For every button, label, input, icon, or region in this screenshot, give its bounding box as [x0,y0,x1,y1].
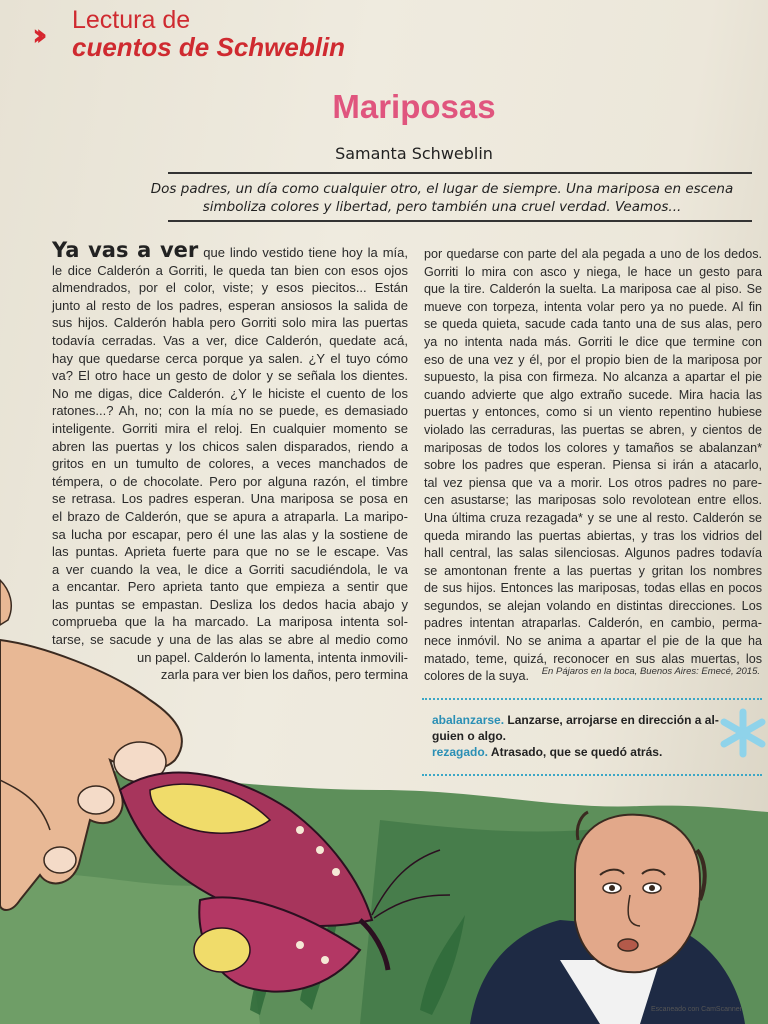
story-line: Ya vas a ver que lindo vestido tiene hoy la mía, [52,238,409,262]
section-header-line1: Lectura de [72,6,191,34]
story-line: témpera, o de chocolate. Pero por alguna razón, el timbre [52,473,408,489]
story-line: cuando advierte que algo extraño sucede. Mira hacia las [424,387,762,402]
story-line: junto al resto de los padres, esperan ansiosos la salida de [52,297,408,313]
story-line: inteligente. Gorriti mira el reloj. En cualquier momento se [52,420,408,436]
glossary-bottom-border [422,774,762,776]
story-line: nece inmóvil. No se anima a apartar el pie de la que ha [424,634,762,649]
story-line: sa lucha por escapar, pero él une las alas y la sostiene de [52,526,408,542]
story-line: va? El otro hace un gesto de dolor y se señala los dientes. [52,368,408,384]
story-line: gritos en un tumulto de colores, a veces manchados de [52,456,408,472]
story-line: puertas y entonces, como si un viento repentino hubiese [424,405,762,420]
story-line: abren las puertas y los chicos salen disparados, riendo a [52,438,408,454]
story-line: las puntas se empastan. Desliza los dedos hacia abajo y [52,596,408,612]
glossary-entry [432,728,722,744]
story-line: las puntas. Aprieta fuerte para que no se le escape. Vas [52,544,408,560]
story-summary [150,180,734,216]
story-line: mueve con torpeza, intenta volar pero ya no puede. Al fin [424,299,762,314]
story-line: zarla para ver bien los daños, pero termina [160,667,408,683]
story-line: tal vez piensa que va a morir. Los otros padres no pare- [424,475,762,490]
double-chevron-icon: ›› [32,18,39,53]
story-column-left [52,238,409,684]
story-line: un papel. Calderón lo lamenta, intenta inmovili- [137,649,408,665]
story-line: se queda quieta, sacude cada tanto una de sus alas, pero [424,317,762,332]
story-line: le dice Calderón a Gorriti, le queda tan bien con esos ojos [52,262,408,278]
story-line: matado, teme, quizá, reconocer en sus alas muertas, los [424,651,762,666]
glossary-definition: Lanzarse, arrojarse en dirección a al- [504,713,719,727]
story-line: No me digas, dice Calderón. ¿Y le hiciste el cuento de los [52,385,408,401]
glossary-definition: Atrasado, que se quedó atrás. [488,745,663,759]
story-line: hay que quedarse cerca porque ya salen. ¿Y el tuyo cómo [52,350,408,366]
section-header-line2: cuentos de Schweblin [72,32,346,62]
summary-line: simboliza colores y libertad, pero también una cruel verdad. Veamos... [202,199,682,215]
story-title: Mariposas [332,88,496,125]
story-line: se amontonan frente a las puertas y gritan los nombres [424,563,762,578]
source-citation: En Pájaros en la boca, Buenos Aires: Emecé, 2015. [541,666,760,677]
story-line: supuesto, la pisa con firmeza. No alcanza a apartar el pie [424,370,762,385]
glossary-term: rezagado. [432,745,489,759]
story-line: mariposas de todos los colores y tamaños se abalanzan* [424,440,762,455]
scanner-watermark: Escaneado con CamScanner [650,1006,742,1013]
glossary-entry [432,712,722,728]
story-line: cen asustarse; las mariposas solo revolotean entre ellos. [424,493,762,508]
asterisk-icon [718,708,768,758]
glossary-definition: guien o algo. [432,729,506,743]
story-line: sobre los padres que esperan. Piensa si irán a atacarlo, [424,458,762,473]
story-line: tarse, se sacude y una de las alas se abre al medio como [52,632,408,648]
summary-top-rule [168,172,752,174]
summary-bottom-rule [168,220,752,222]
story-line: Gorriti lo mira con asco y niega, le hace un gesto para [424,264,762,279]
story-line: ya no intenta nada más. Gorriti le dice que termine con [424,334,762,349]
story-line: almendrados, por el color, viste; y esos piecitos... Están [52,280,408,296]
story-line: ratones...? Ah, no; con la mía no se puede, es demasiado [52,403,408,419]
story-line: se retrasa. Los padres esperan. Una mariposa se posa en [52,491,408,507]
story-line: que la tire. Calderón la suelta. La mariposa cae al piso. Se [424,282,762,297]
story-line: el brazo de Calderón, que se apura a atraparla. La maripo- [52,508,408,524]
story-line: segundos, se alejan volando en distintas direcciones. Los [424,598,762,613]
story-line: eso de una vez y él, por el propio bien de la mariposa por [424,352,762,367]
glossary-term: abalanzarse. [432,713,505,727]
story-column-right [424,246,762,686]
story-line: hall central, las salas silenciosas. Algunos padres todavía [424,546,762,561]
story-author: Samanta Schweblin [335,144,493,163]
glossary-top-border [422,698,762,700]
story-line: a ver cuando la vea, le dice a Gorriti sacudiéndola, le va [52,561,408,577]
story-line: todavía cerradas. Vas a ver, dice Calderón, quedate acá, [52,332,408,348]
story-line: colores de la suya. [424,669,530,684]
story-line: queda mirando las puertas abiertas, y tras los vidrios del [424,528,762,543]
glossary [432,712,722,760]
story-line: de sus hijos. Entonces las mariposas, todas ellas en pocos [424,581,762,596]
story-line: Una última cruza rezagada* y se une al resto. Calderón se [424,510,762,525]
summary-line: Dos padres, un día como cualquier otro, el lugar de siempre. Una mariposa en escena [150,181,734,197]
story-line: sus hijos. Calderón habla pero Gorriti solo mira las puertas [52,315,408,331]
story-line: a encantar. Pero aprieta tanto que empieza a sentir que [52,579,408,595]
story-line: violado las cerraduras, las puertas se abren, y cientos de [424,422,762,437]
glossary-entry [432,744,722,760]
story-line: comprueba que la ha marcado. La mariposa intenta sol- [52,614,408,630]
story-line: padres intentan atraparlas. Calderón, en cambio, perma- [424,616,762,631]
story-opening-phrase: Ya vas a ver [52,238,199,262]
story-line: por quedarse con parte del ala pegada a uno de los dedos. [424,247,762,261]
